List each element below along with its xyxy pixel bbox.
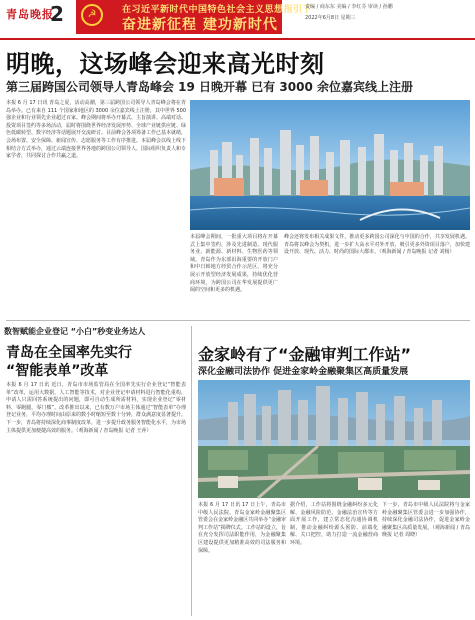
article2-headline-line2: “智能表单”改革 (6, 363, 109, 379)
article2-kicker: 数智赋能企业登记 “小白”秒变业务达人 (4, 327, 146, 336)
article3-body-col1: 本报 6 月 17 日讯 17 日上午，青岛市中级人民法院、青岛金家岭金融聚集区管委会在金家岭金融区共同举办“金融审判工作站”揭牌仪式。工作站的设立，旨在充分发挥司法职能作用，为金融聚集区建设提供更加精准高效的司法服务和保障。 (198, 502, 286, 554)
page-number: 2 (50, 2, 64, 26)
column-divider (191, 326, 192, 616)
banner-line1: 在习近平新时代中国特色社会主义思想指引下 (122, 5, 313, 15)
editor-credits: 责编 / 商东东 美编 / 李红芬 审读 / 孙鹏 (305, 4, 393, 10)
article1-headline: 明晚，这场峰会迎来高光时刻 (6, 50, 325, 78)
theme-banner (76, 0, 313, 34)
article3-photo (198, 380, 470, 498)
issue-date: 2022年6月8日 星期三 (305, 15, 356, 21)
article1-photo (190, 100, 470, 230)
article3-body-col3: 下一步，青岛市中级人民法院将与金家岭金融聚集区管委会进一步加强协作，持续深化金融司法协作，促进金家岭金融聚集区高质量发展。（观海新闻 / 青岛晚报 记者 周晓） (382, 502, 470, 539)
qingdao-skyline-photo (190, 100, 470, 230)
article1-body-col2: 本届峰会期间，一批重大项目将在开幕式上集中签约，涉及先进制造、现代服务业、新能源、新材料、生物医药等领域。青岛作为东部沿海重要的开放门户和中日韩地方经贸合作示范区，将充分展示开放型经济发展成果，持续优化营商环境，为跨国公司在华发展提供更广阔的空间和更多的机遇。 (190, 234, 278, 294)
header-rule (0, 38, 475, 40)
party-emblem-icon: ☭ (81, 4, 103, 26)
section-divider (6, 320, 470, 321)
jinjialing-aerial-photo (198, 380, 470, 498)
article1-subhead: 第三届跨国公司领导人青岛峰会 19 日晚开幕 已有 3000 余位嘉宾线上注册 (6, 80, 413, 94)
article1-body-col1: 本报 6 月 17 日讯 青岛之夏，活动高潮，第三届跨国公司领导人青岛峰会将在青岛举办。已有来自 111 个国家和地区的 3000 余位嘉宾线上注册，其中世界 500 强企业和行业领先企业超过百家。峰会期间将举办开幕式、主旨演讲、高端对话、投资项目签约等多场活动，届时将围绕世界经济发展形势、全球产业链供应链、绿色低碳转型、数字经济等话题展开交流研讨。目前峰会各项筹备工作已基本就绪，会场布置、安全保障、新闻宣传、志愿服务等工作有序推进。本届峰会以线上线下相结合方式举办，通过云端连接世界各地的跨国公司领导人、国际组织负责人和专家学者，共同探讨合作共赢之道。 (6, 100, 187, 160)
article1-body-col3: 峰会还将发布相关成果文件，推动更多跨国公司深化与中国的合作，共享发展机遇。青岛将以峰会为契机，进一步扩大高水平对外开放，吸引更多外资项目落户，加快建设开放、现代、活力、时尚的国际大都市。（观海新闻 / 青岛晚报 记者 刘杨） (284, 234, 470, 256)
article2-body: 本报 6 月 17 日讯 近日，青岛市市场监管局在全国率先实行企业登记“智能表单”改革，运用大数据、人工智能等技术，对企业登记申请材料进行智能化重构，申请人只需回答系统提出的问题，即可自动生成所需材料，实现企业登记“零材料、零跑腿、零门槛”。改革推出以来，已有数万户市场主体通过“智能表单”办理登记业务，平均办理时间由原来的数小时缩短至数十分钟，群众满意度显著提升。下一步，青岛将持续深化商事制度改革，进一步提升政务服务智能化水平，为市场主体提供更加便捷高效的服务。（观海新闻 / 青岛晚报 记者 王萍） (6, 382, 187, 434)
article3-body-col2: 据介绍，工作站将围绕金融纠纷多元化解、金融风险防范、金融法治宣传等方面开展工作，建立常态化沟通协调机制，推动金融纠纷源头预防、前端化解、关口把控，助力打造一流金融营商环境。 (290, 502, 378, 546)
newspaper-logo: 青岛晚报 (6, 8, 54, 21)
banner-line2: 奋进新征程 建功新时代 (122, 17, 278, 33)
article3-headline: 金家岭有了“金融审判工作站” (198, 345, 412, 364)
article2-headline-line1: 青岛在全国率先实行 (6, 345, 132, 361)
article3-subhead: 深化金融司法协作 促进金家岭金融聚集区高质量发展 (198, 367, 409, 377)
